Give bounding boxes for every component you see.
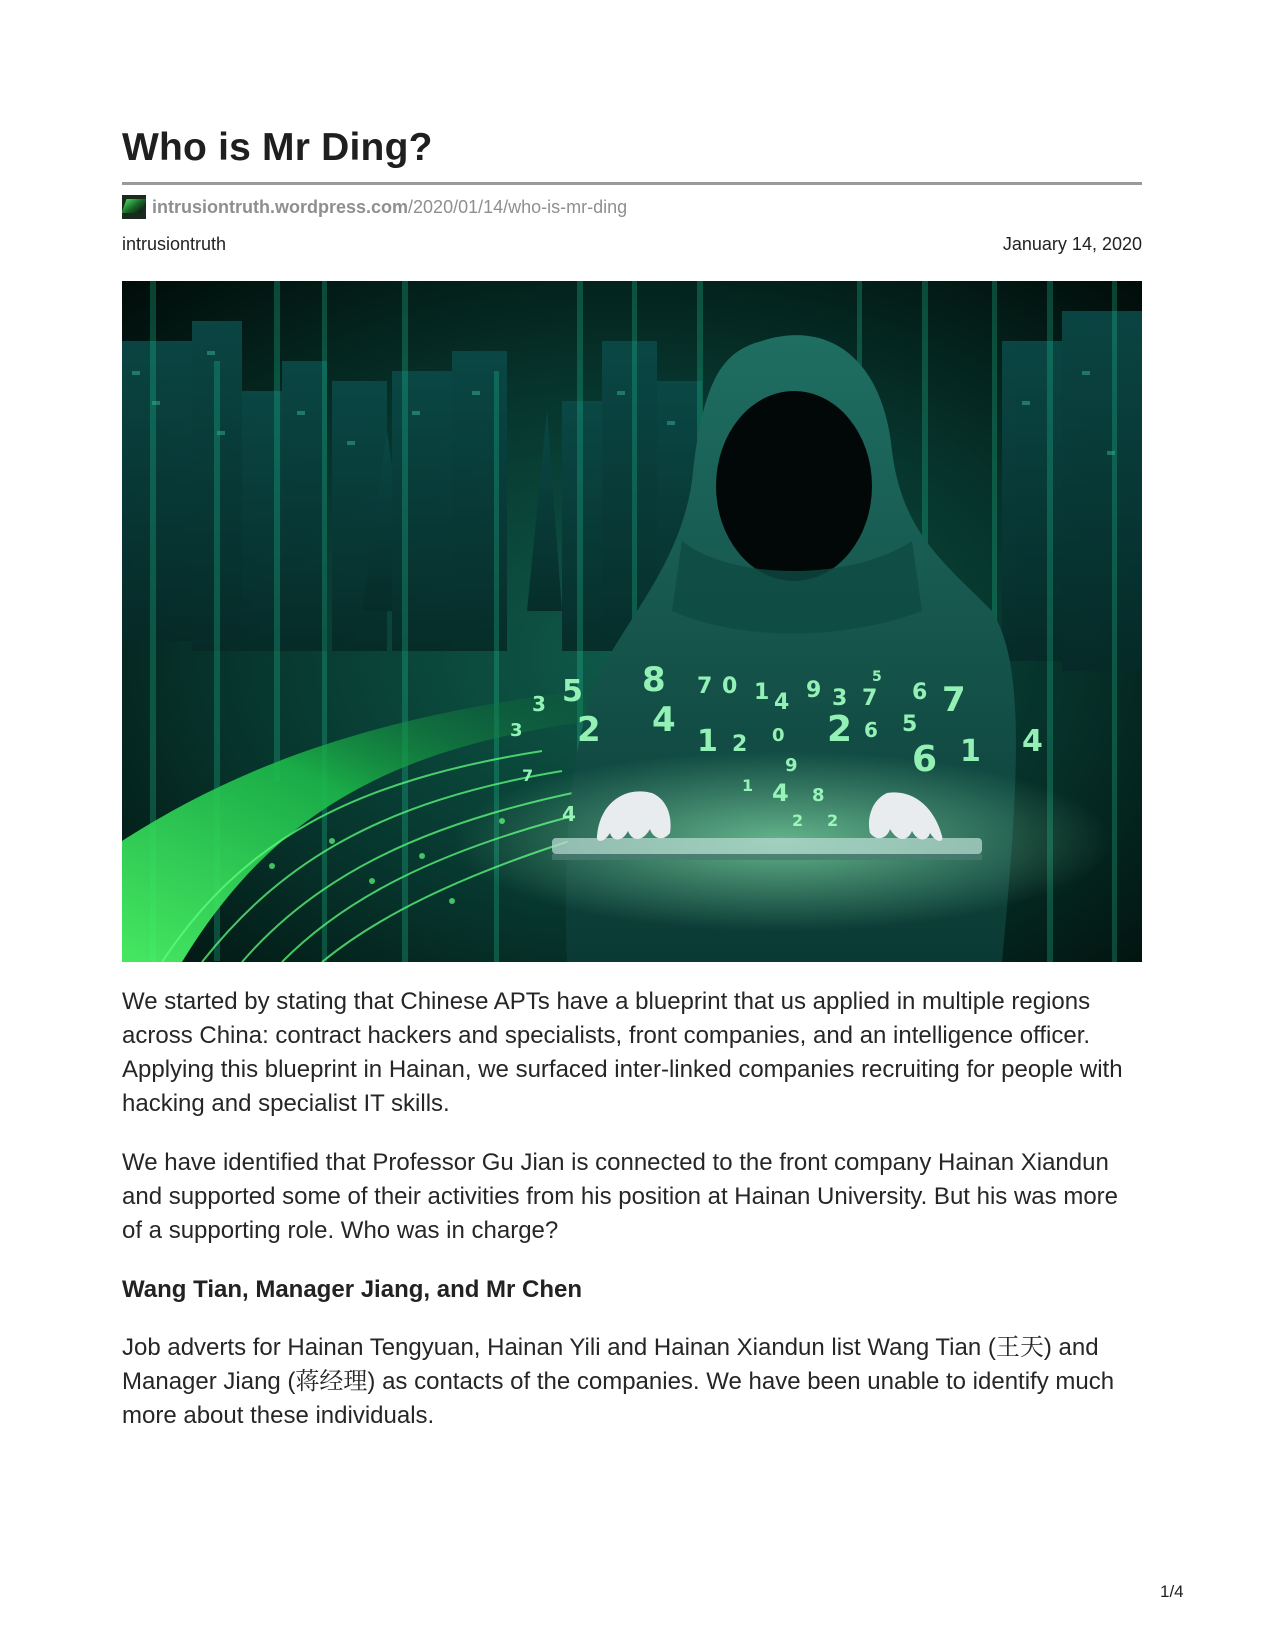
paragraph-gu-jian: We have identified that Professor Gu Jian is connected to the front company Hainan Xiandun and supported some of their activities from his position at Hainan University. But his was more of a supporting role. Who was in charge? xyxy=(122,1149,1118,1244)
hero-digit: 4 xyxy=(652,700,676,740)
hero-digit: 7 xyxy=(862,686,878,711)
hero-digit: 5 xyxy=(872,669,882,685)
author-name: intrusiontruth xyxy=(122,234,227,254)
hero-digit: 0 xyxy=(772,725,785,746)
hero-digit: 7 xyxy=(697,674,713,699)
hero-digit: 0 xyxy=(722,674,738,699)
source-domain[interactable]: intrusiontruth.wordpress.com xyxy=(152,196,409,217)
hero-digit: 2 xyxy=(732,732,748,757)
hero-digit: 4 xyxy=(1022,724,1043,759)
paragraph-blueprint: We started by stating that Chinese APTs have a blueprint that us applied in multiple regions across China: contract hackers and specialists, front companies, and an intelligence officer. Applying this blueprint in Hainan, we surfaced inter-linked companies recruiting for people with hacking and specialist IT skills. xyxy=(122,988,1123,1117)
hero-digit: 2 xyxy=(827,709,853,750)
hero-digit: 1 xyxy=(697,724,718,759)
hero-digit: 4 xyxy=(774,690,790,715)
source-link[interactable] xyxy=(122,195,627,219)
hero-digit: 7 xyxy=(522,766,534,785)
article-title: Who is Mr Ding? xyxy=(122,126,433,169)
hero-image-hooded-hacker xyxy=(122,281,1142,962)
hero-digit: 1 xyxy=(754,680,770,705)
hero-digit: 9 xyxy=(806,678,822,703)
hero-digit: 6 xyxy=(912,739,938,780)
hero-digit: 6 xyxy=(912,680,928,705)
hero-digit: 8 xyxy=(812,785,825,806)
paragraph-job-adverts: Job adverts for Hainan Tengyuan, Hainan Yili and Hainan Xiandun list Wang Tian (王天) and Manager Jiang (蒋经理) as contacts of the companies. We have been unable to identify much more about these individuals. xyxy=(122,1334,1115,1429)
hero-digit: 7 xyxy=(942,680,966,720)
hero-digit: 5 xyxy=(562,674,583,709)
hero-digit: 2 xyxy=(827,811,839,830)
site-favicon-icon xyxy=(122,195,146,219)
hero-digit: 9 xyxy=(785,755,798,776)
section-heading: Wang Tian, Manager Jiang, and Mr Chen xyxy=(122,1276,583,1303)
hero-digit: 6 xyxy=(864,718,878,742)
hero-digit: 4 xyxy=(772,779,789,807)
hero-digit: 2 xyxy=(792,811,804,830)
hero-digit: 8 xyxy=(642,660,666,700)
source-path[interactable]: /2020/01/14/who-is-mr-ding xyxy=(408,196,628,217)
page-number: 1/4 xyxy=(1160,1582,1184,1601)
hero-digit: 3 xyxy=(532,692,546,716)
hero-digit: 1 xyxy=(960,734,981,769)
publish-date: January 14, 2020 xyxy=(1002,234,1142,254)
hero-digit: 3 xyxy=(832,686,848,711)
hero-digit: 3 xyxy=(510,720,523,741)
title-divider xyxy=(122,182,1142,185)
article-meta xyxy=(122,234,1142,255)
hero-digit: 4 xyxy=(562,802,576,826)
hero-digit: 2 xyxy=(577,710,601,750)
hero-digit: 1 xyxy=(742,776,754,795)
hero-digit: 5 xyxy=(902,712,918,737)
